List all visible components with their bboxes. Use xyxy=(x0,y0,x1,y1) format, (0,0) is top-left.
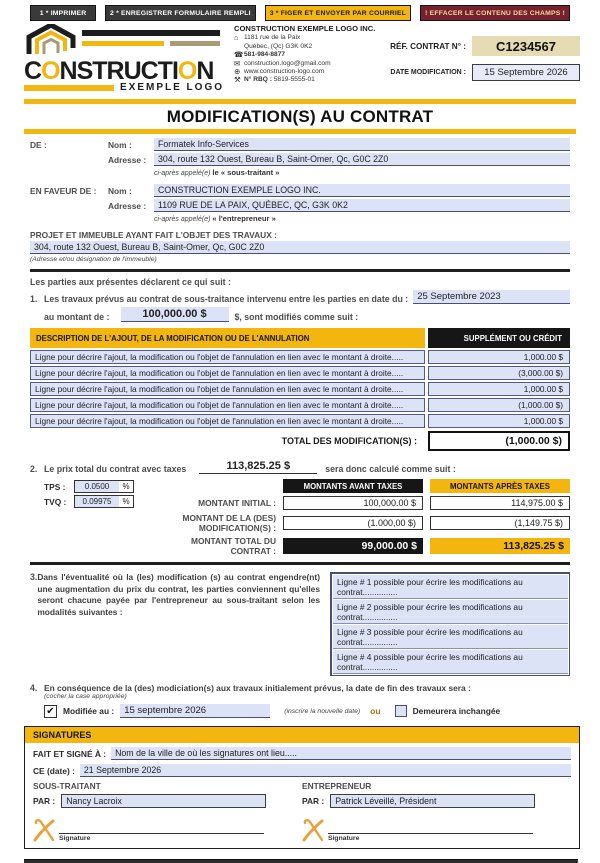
signature-x-icon xyxy=(302,818,324,842)
logo-tagline: EXEMPLE LOGO xyxy=(119,82,224,93)
declaration-intro: Les parties aux présentes déclarent ce qui suit : xyxy=(30,277,231,287)
table-row xyxy=(30,350,570,364)
row2-amount-field[interactable]: (3,000.00 $) xyxy=(428,366,570,380)
tps-label: TPS : xyxy=(44,481,66,492)
modality-line2-field[interactable]: Ligne # 2 possible pour écrire les modifications au contrat............... xyxy=(333,600,568,624)
de-nom-field[interactable]: Formatek Info-Services xyxy=(154,138,570,151)
tps-percent: % xyxy=(122,482,130,491)
modality-line4-field[interactable]: Ligne # 4 possible pour écrire les modifications au contrat............... xyxy=(333,650,568,674)
sous-traitant-name-field[interactable]: Nancy Lacroix xyxy=(61,794,266,808)
print-button[interactable]: 1 * IMPRIMER xyxy=(30,5,96,21)
par-label-right: PAR : xyxy=(302,796,325,806)
contract-date-field[interactable]: 25 Septembre 2023 xyxy=(413,290,570,304)
date-modification-field[interactable]: 15 Septembre 2026 xyxy=(472,64,580,81)
form-toolbar xyxy=(30,5,570,21)
projet-note: (Adresse et/ou désignation de l'immeuble) xyxy=(30,256,157,263)
title-top-bar xyxy=(24,99,576,104)
modalities-box xyxy=(330,572,570,676)
projet-field[interactable]: 304, route 132 Ouest, Bureau B, Saint-Omer, Qc, G0C 2Z0 xyxy=(30,241,570,254)
item2-suffix: sera donc calculé comme suit : xyxy=(325,464,456,474)
en-faveur-label: EN FAVEUR DE : xyxy=(30,186,97,196)
item2-text: Le prix total du contrat avec taxes xyxy=(44,464,187,474)
page-title: MODIFICATION(S) AU CONTRAT xyxy=(166,107,434,126)
new-date-note: (inscrire la nouvelle date) xyxy=(284,707,361,715)
item4-note: (cocher la case appropriée) xyxy=(44,693,127,700)
item4-number: 4. xyxy=(30,683,38,693)
ref-contract-label: RÉF. CONTRAT N° : xyxy=(390,41,466,51)
totals-grid xyxy=(150,479,570,556)
date-modification-label: DATE MODIFICATION : xyxy=(390,69,466,76)
item1-text: Les travaux prévus au contrat de sous-traitance intervenu entre les parties en date du : xyxy=(44,294,409,304)
total-with-taxes-field[interactable]: 113,825.25 $ xyxy=(199,460,317,474)
payment-terms-section xyxy=(30,572,570,676)
modification-amount-label: MONTANT DE LA (DES) MODIFICATION(S) : xyxy=(182,513,276,533)
company-website: www.construction-logo.com xyxy=(244,68,325,76)
parties-section xyxy=(30,138,570,225)
tvq-label: TVQ : xyxy=(44,496,67,507)
modality-line3-field[interactable]: Ligne # 3 possible pour écrire les modifications au contrat............... xyxy=(333,625,568,649)
freeze-email-button[interactable]: 3 * FIGER ET ENVOYER PAR COURRIEL xyxy=(265,5,411,21)
projet-section xyxy=(30,230,570,263)
new-end-date-field[interactable]: 15 septembre 2026 xyxy=(120,704,270,718)
de-label: DE : xyxy=(30,140,47,150)
signature-x-icon xyxy=(33,818,55,842)
total-avant-value: 99,000.00 $ xyxy=(283,538,423,554)
tax-rates xyxy=(44,480,134,510)
de-adresse-label: Adresse : xyxy=(108,155,147,165)
table-row xyxy=(30,366,570,380)
company-phone: 581-984-8877 xyxy=(244,51,286,59)
signature-caption-right: Signature xyxy=(328,835,360,842)
unchanged-label: Demeurera inchangée xyxy=(412,706,501,716)
email-icon: ✉ xyxy=(234,58,241,68)
form-header xyxy=(24,24,580,97)
de-adresse-field[interactable]: 304, route 132 Ouest, Bureau B, Saint-Omer, Qc, G0C 2Z0 xyxy=(154,153,570,166)
separator-1 xyxy=(30,269,570,272)
contract-ref-block xyxy=(390,24,580,97)
table-header-description: DESCRIPTION DE L'AJOUT, DE LA MODIFICATION OU DE L'ANNULATION xyxy=(30,328,425,348)
logo-bar xyxy=(24,85,114,91)
rbq-icon: ⚒ xyxy=(234,75,241,85)
item1-number: 1. xyxy=(30,294,38,304)
signature-date-field[interactable]: 21 Septembre 2026 xyxy=(80,764,571,777)
signatures-section xyxy=(24,726,580,849)
par-label-left: PAR : xyxy=(33,796,56,806)
tps-field[interactable]: 0.0500 xyxy=(75,481,119,492)
fait-signe-label: FAIT ET SIGNÉ À : xyxy=(33,749,107,759)
montant-suffix: $, sont modifiés comme suit : xyxy=(234,312,359,322)
save-form-button[interactable]: 2 * ENREGISTRER FORMULAIRE REMPLI xyxy=(105,5,256,21)
row2-description-field[interactable]: Ligne pour décrire l'ajout, la modification ou l'objet de l'annulation en lien avec le montant à droite..... xyxy=(30,366,425,380)
bottom-divider xyxy=(24,859,578,863)
signatures-header: SIGNATURES xyxy=(25,727,579,743)
col-header-apres-taxes: MONTANTS APRÈS TAXES xyxy=(430,479,570,493)
table-header-amount: SUPPLÉMENT OU CRÉDIT xyxy=(428,328,570,348)
end-date-section xyxy=(30,683,570,718)
modification-apres-value: (1,149.75 $) xyxy=(430,516,570,530)
table-row xyxy=(30,398,570,412)
company-address-line2: Québec, (Qc) G3K 0K2 xyxy=(244,42,313,50)
logo-house-icon xyxy=(24,24,224,54)
logo-wordmark: CONSTRUCTION xyxy=(24,57,214,85)
ef-nom-field[interactable]: CONSTRUCTION EXEMPLE LOGO INC. xyxy=(154,184,570,197)
table-row xyxy=(30,414,570,428)
modification-avant-value: (1.000,00 $) xyxy=(283,516,423,530)
ref-contract-field[interactable]: C1234567 xyxy=(472,36,580,56)
totals-section xyxy=(30,460,570,556)
row5-description-field[interactable]: Ligne pour décrire l'ajout, la modification ou l'objet de l'annulation en lien avec le montant à droite..... xyxy=(30,414,425,428)
projet-header: PROJET ET IMMEUBLE AYANT FAIT L'OBJET DES TRAVAUX : xyxy=(30,230,277,240)
unchanged-checkbox[interactable] xyxy=(395,705,407,717)
signature-caption-left: Signature xyxy=(59,835,91,842)
col-header-avant-taxes: MONTANTS AVANT TAXES xyxy=(283,479,423,493)
item4-text: En conséquence de la (des) modiciation(s) aux travaux initialement prévus, la date de fin des travaux sera : xyxy=(44,683,471,693)
total-apres-value: 113,825.25 $ xyxy=(430,538,570,554)
entrepreneur-signature-line[interactable] xyxy=(328,816,533,834)
sous-traitant-signature-line[interactable] xyxy=(59,816,264,834)
row3-amount-field[interactable]: 1,000.00 $ xyxy=(428,382,570,396)
company-logo xyxy=(24,24,224,97)
tvq-field[interactable]: 0.09975 xyxy=(75,496,119,507)
initial-apres-value: 114,975.00 $ xyxy=(430,496,570,510)
sous-traitant-role: SOUS-TRAITANT xyxy=(33,781,101,791)
row5-amount-field[interactable]: 1,000.00 $ xyxy=(428,414,570,428)
row1-amount-field[interactable]: 1,000.00 $ xyxy=(428,350,570,364)
ce-date-label: CE (date) : xyxy=(33,766,75,776)
separator-2 xyxy=(30,562,570,565)
city-field[interactable]: Nom de la ville de où les signatures ont lieu..... xyxy=(111,747,571,760)
phone-icon: ☎ xyxy=(234,50,244,60)
montant-initial-label: MONTANT INITIAL : xyxy=(198,498,276,508)
or-text: ou xyxy=(370,706,381,716)
home-icon: ⌂ xyxy=(234,33,239,43)
company-rbq-label: N° RBQ : xyxy=(244,76,272,84)
montant-total-label: MONTANT TOTAL DU CONTRAT : xyxy=(191,536,276,556)
item3-text: Dans l'éventualité où la (les) modification (s) au contrat engendre(nt) une augmentation du prix du contrat, les parties conviennent qu'elles seront chacune payée par l'entrepreneur au sous-traitant selon les modalités suivantes : xyxy=(37,572,320,617)
montant-initial-field[interactable]: 100,000.00 $ xyxy=(121,307,229,322)
row4-amount-field[interactable]: (1,000.00 $) xyxy=(428,398,570,412)
ef-note: ci-après appelé(e) « l'entrepreneur » xyxy=(154,214,276,223)
company-email: construction.logo@gmail.com xyxy=(244,59,331,67)
item3-number: 3. xyxy=(30,572,38,582)
ef-adresse-label: Adresse : xyxy=(108,201,147,211)
clear-fields-button[interactable]: ! EFFACER LE CONTENU DES CHAMPS ! xyxy=(420,5,570,21)
total-modifications-label: TOTAL DES MODIFICATION(S) : xyxy=(281,436,417,446)
row3-description-field[interactable]: Ligne pour décrire l'ajout, la modification ou l'objet de l'annulation en lien avec le montant à droite..... xyxy=(30,382,425,396)
item2-number: 2. xyxy=(30,464,38,474)
globe-icon: ⊕ xyxy=(234,67,241,77)
ef-nom-label: Nom : xyxy=(108,186,132,196)
modifications-table xyxy=(30,328,570,451)
de-nom-label: Nom : xyxy=(108,140,132,150)
row4-description-field[interactable]: Ligne pour décrire l'ajout, la modification ou l'objet de l'annulation en lien avec le montant à droite..... xyxy=(30,398,425,412)
row1-description-field[interactable]: Ligne pour décrire l'ajout, la modification ou l'objet de l'annulation en lien avec le montant à droite..... xyxy=(30,350,425,364)
title-bottom-bar xyxy=(24,129,576,134)
initial-avant-value: 100,000.00 $ xyxy=(283,496,423,510)
modified-date-checkbox[interactable]: ✔ xyxy=(44,705,57,718)
company-info xyxy=(234,24,390,97)
company-name: CONSTRUCTION EXEMPLE LOGO INC. xyxy=(234,24,376,33)
modified-date-label: Modifiée au : xyxy=(63,706,115,716)
total-modifications-value: (1,000.00 $) xyxy=(428,431,570,451)
de-note: ci-après appelé(e) le « sous-traitant » xyxy=(154,168,280,177)
entrepreneur-name-field[interactable]: Patrick Léveillé, Président xyxy=(330,794,535,808)
tvq-percent: % xyxy=(122,497,130,506)
company-rbq-value: 5819-5555-01 xyxy=(273,76,315,84)
ef-adresse-field[interactable]: 1109 RUE DE LA PAIX, QUÉBEC, QC, G3K 0K2 xyxy=(154,199,570,212)
company-address-line1: 1181 rue de la Paix xyxy=(244,34,301,42)
entrepreneur-role: ENTREPRENEUR xyxy=(302,781,372,791)
modality-line1-field[interactable]: Ligne # 1 possible pour écrire les modifications au contrat............... xyxy=(333,575,568,599)
table-row xyxy=(30,382,570,396)
montant-label: au montant de : xyxy=(44,312,110,322)
declaration-section xyxy=(30,277,570,322)
